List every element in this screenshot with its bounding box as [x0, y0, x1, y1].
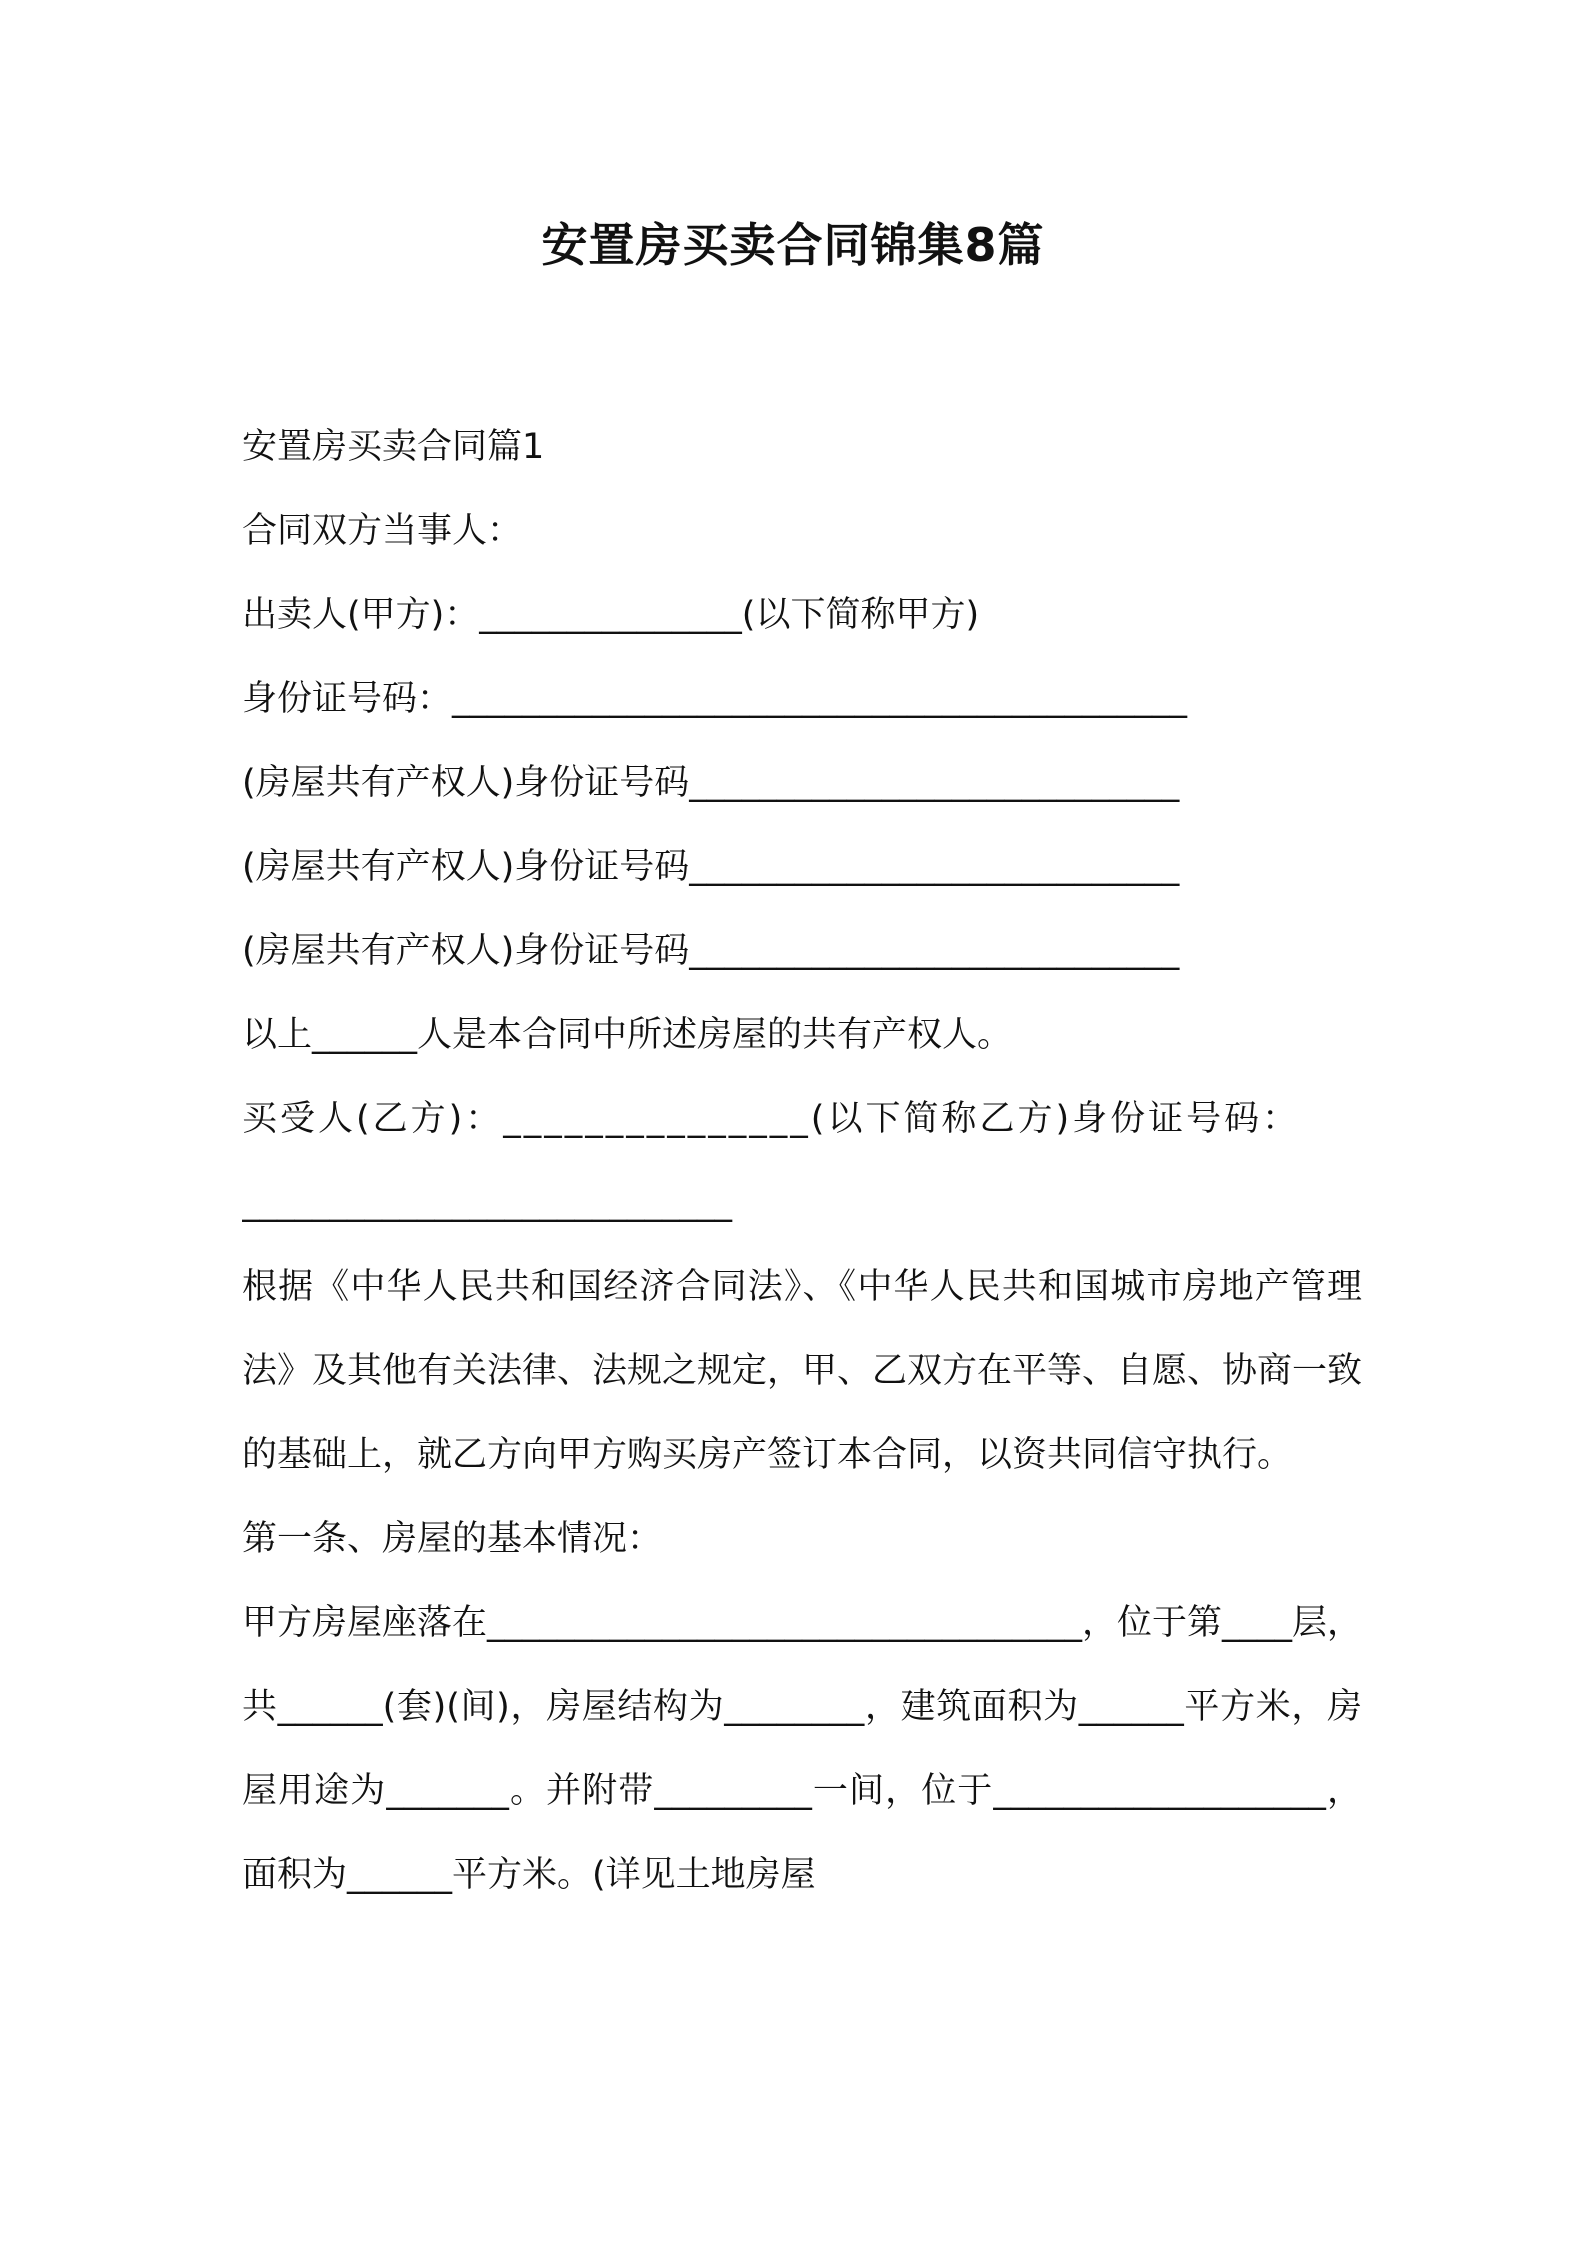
document-body — [242, 405, 1362, 1917]
article-1-paragraph: 甲方房屋座落在__________________________________，位于第____层，共______(套)(间)，房屋结构为________，建筑面积为______平方米，房屋用途为_______。并附带_________一间，位于___________________，面积为______平方米。(详见土地房屋 — [242, 1603, 1363, 1895]
article-1-heading: 第一条、房屋的基本情况： — [242, 1519, 663, 1559]
seller-id-line: 身份证号码：__________________________________________ — [242, 679, 1188, 719]
parties-heading: 合同双方当事人： — [242, 511, 523, 551]
co-owner-id-line: (房屋共有产权人)身份证号码____________________________ — [242, 763, 1180, 803]
co-owner-count-line: 以上______人是本合同中所述房屋的共有产权人。 — [242, 1015, 1013, 1055]
seller-line: 出卖人(甲方)：_______________(以下简称甲方) — [242, 595, 980, 635]
co-owner-id-line: (房屋共有产权人)身份证号码____________________________ — [242, 847, 1180, 887]
legal-basis-paragraph: 根据《中华人民共和国经济合同法》、《中华人民共和国城市房地产管理法》及其他有关法律、法规之规定，甲、乙双方在平等、自愿、协商一致的基础上，就乙方向甲方购买房产签订本合同，以资共同信守执行。 — [242, 1267, 1363, 1475]
section-heading: 安置房买卖合同篇1 — [242, 427, 545, 467]
buyer-id-blank-line: ____________________________ — [242, 1183, 732, 1223]
co-owner-id-line: (房屋共有产权人)身份证号码____________________________ — [242, 931, 1180, 971]
document-title: 安置房买卖合同锦集8篇 — [541, 218, 1045, 272]
buyer-line: 买受人(乙方)：_______________(以下简称乙方)身份证号码： — [242, 1099, 1301, 1139]
